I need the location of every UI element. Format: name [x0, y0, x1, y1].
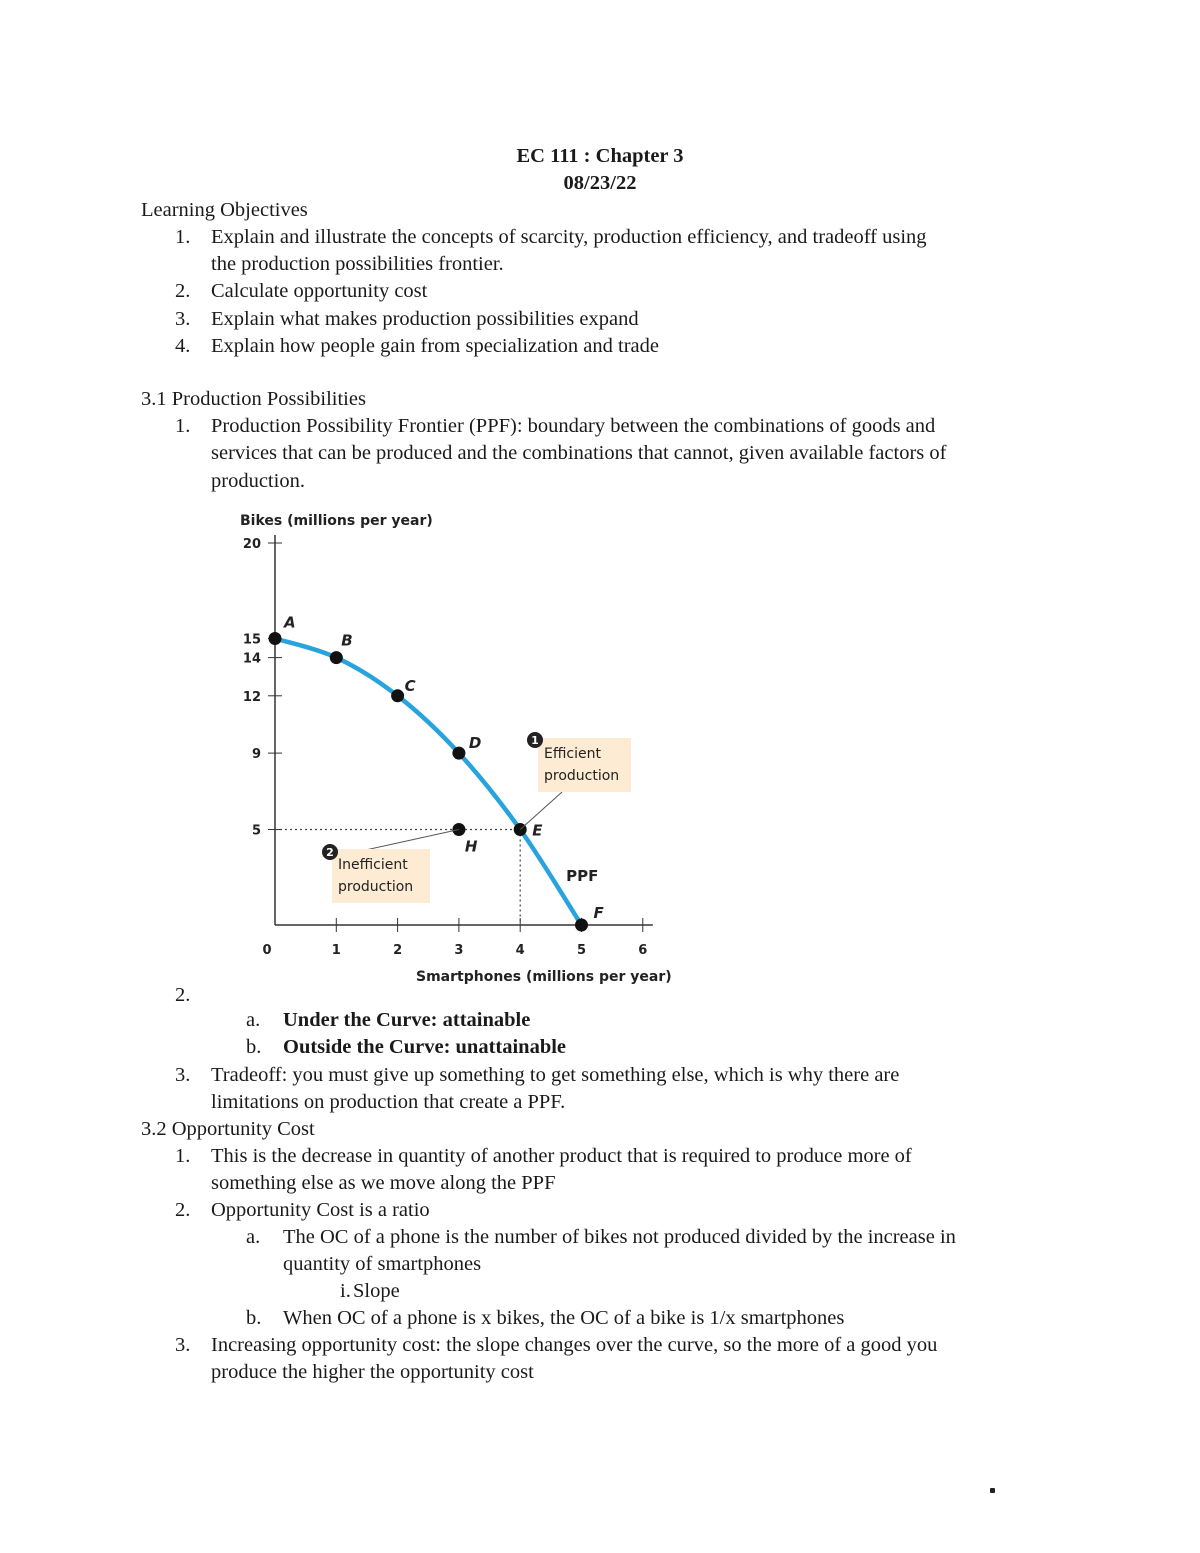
annotation-text: production — [338, 879, 414, 895]
list-number: 1. — [175, 226, 191, 248]
y-tick-label: 20 — [242, 537, 261, 552]
list-item-text: produce the higher the opportunity cost — [211, 1361, 534, 1383]
list-item-text: something else as we move along the PPF — [211, 1172, 556, 1194]
list-number: 4. — [175, 335, 191, 357]
document-date: 08/23/22 — [563, 172, 637, 194]
x-tick-label: 4 — [515, 943, 525, 958]
list-number: 1. — [175, 1145, 191, 1167]
list-item-text: quantity of smartphones — [283, 1253, 482, 1275]
y-tick-label: 12 — [242, 689, 261, 705]
list-item-text: This is the decrease in quantity of another product that is required to produce more of — [211, 1145, 912, 1167]
point-label: E — [532, 821, 543, 840]
list-item-text: limitations on production that create a PPF. — [211, 1091, 566, 1113]
list-roman: i. — [340, 1280, 351, 1302]
list-item-text: Explain how people gain from specialization and trade — [211, 335, 659, 357]
y-axis-label: Bikes (millions per year) — [240, 513, 433, 529]
list-number: 3. — [175, 1334, 191, 1356]
list-item-text: Tradeoff: you must give up something to get something else, which is why there are — [211, 1064, 900, 1086]
list-item-text: Explain and illustrate the concepts of scarcity, production efficiency, and tradeoff using — [211, 226, 927, 248]
x-tick-label: 0 — [262, 943, 272, 958]
section-heading: 3.2 Opportunity Cost — [141, 1118, 315, 1140]
data-point — [575, 919, 588, 932]
list-number: 3. — [175, 308, 191, 330]
y-tick-label: 14 — [242, 651, 261, 667]
list-item-text: Calculate opportunity cost — [211, 280, 428, 302]
y-tick-label: 5 — [251, 823, 261, 839]
point-label: H — [464, 837, 478, 856]
data-point — [391, 689, 404, 702]
list-item-text: services that can be produced and the combinations that cannot, given available factors of — [211, 442, 947, 464]
x-tick-label: 5 — [576, 943, 587, 958]
x-tick-label: 6 — [638, 943, 648, 958]
attainable-label: Under the Curve: attainable — [283, 1009, 531, 1031]
list-item-text: Production Possibility Frontier (PPF): boundary between the combinations of goods and — [211, 415, 936, 437]
document-title: EC 111 : Chapter 3 — [516, 145, 684, 167]
objectives-heading: Learning Objectives — [141, 199, 308, 221]
list-item-text: The OC of a phone is the number of bikes not produced divided by the increase in — [283, 1226, 956, 1248]
annotation-text: Inefficient — [338, 857, 408, 873]
data-point — [452, 747, 465, 760]
annotation-badge-number: 2 — [326, 846, 334, 859]
list-item-text: Increasing opportunity cost: the slope changes over the curve, so the more of a good you — [211, 1334, 938, 1356]
footer-mark — [990, 1488, 995, 1493]
annotation-badge-number: 1 — [531, 734, 539, 747]
annotation-text: production — [544, 768, 620, 784]
point-label: A — [284, 613, 296, 632]
list-letter: b. — [246, 1307, 262, 1329]
list-item-text: When OC of a phone is x bikes, the OC of a bike is 1/x smartphones — [283, 1307, 845, 1329]
point-label: B — [341, 631, 353, 650]
ppf-chart — [225, 500, 675, 990]
list-number: 3. — [175, 1064, 191, 1086]
x-axis-label: Smartphones (millions per year) — [416, 969, 672, 985]
y-tick-label: 15 — [242, 632, 261, 648]
data-point — [269, 632, 282, 645]
list-item-text: Opportunity Cost is a ratio — [211, 1199, 430, 1221]
list-number: 2. — [175, 280, 191, 302]
list-item-text: production. — [211, 470, 305, 492]
y-tick-label: 9 — [251, 747, 261, 763]
point-label: F — [593, 904, 604, 922]
curve-label: PPF — [566, 867, 599, 886]
point-label: D — [468, 734, 482, 753]
unattainable-label: Outside the Curve: unattainable — [283, 1036, 567, 1058]
x-tick-label: 1 — [331, 943, 341, 958]
x-tick-label: 3 — [454, 943, 464, 958]
point-label: C — [404, 676, 416, 695]
list-item-text: Slope — [353, 1280, 400, 1302]
list-letter: b. — [246, 1036, 262, 1058]
x-tick-label: 2 — [393, 943, 403, 958]
list-number: 2. — [175, 984, 191, 1006]
list-letter: a. — [246, 1009, 261, 1031]
data-point — [330, 651, 343, 664]
section-heading: 3.1 Production Possibilities — [141, 388, 366, 410]
list-number: 2. — [175, 1199, 191, 1221]
list-letter: a. — [246, 1226, 261, 1248]
list-number: 1. — [175, 415, 191, 437]
list-item-text: the production possibilities frontier. — [211, 253, 504, 275]
list-item-text: Explain what makes production possibilities expand — [211, 308, 639, 330]
annotation-text: Efficient — [544, 746, 601, 762]
